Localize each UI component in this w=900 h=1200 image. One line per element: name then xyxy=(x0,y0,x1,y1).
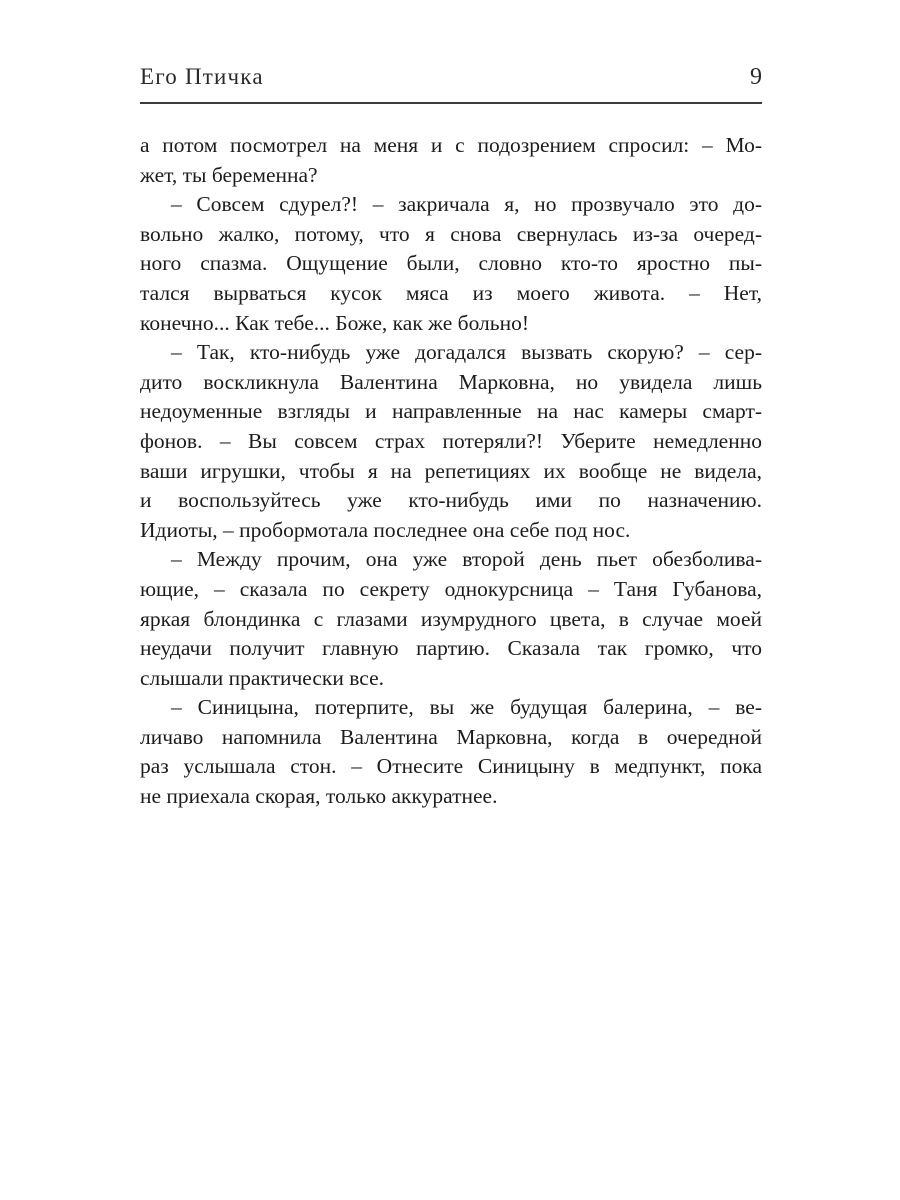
running-header xyxy=(140,0,762,91)
text-line: не приехала скорая, только аккуратнее. xyxy=(140,784,498,809)
text-line: недоуменные взгляды и направленные на нас камеры смарт- xyxy=(140,399,762,424)
text-line: неудачи получит главную партию. Сказала так громко, что xyxy=(140,636,762,661)
text-line: конечно... Как тебе... Боже, как же больно! xyxy=(140,310,529,335)
text-line: вольно жалко, потому, что я снова свернулась из-за очеред- xyxy=(140,221,762,246)
text-line: раз услышала стон. – Отнесите Синицыну в медпункт, пока xyxy=(140,754,762,779)
text-line: тался вырваться кусок мяса из моего живота. – Нет, xyxy=(140,280,762,305)
text-line: фонов. – Вы совсем страх потеряли?! Уберите немедленно xyxy=(140,428,762,453)
text-line: ющие, – сказала по секрету однокурсница – Таня Губанова, xyxy=(140,576,762,601)
text-line: слышали практически все. xyxy=(140,665,384,690)
text-line: личаво напомнила Валентина Марковна, когда в очередной xyxy=(140,724,762,749)
text-line: Идиоты, – пробормотала последнее она себе под нос. xyxy=(140,517,631,542)
running-header-title: Его Птичка xyxy=(140,64,264,89)
text-line: – Совсем сдурел?! – закричала я, но прозвучало это до- xyxy=(171,192,762,217)
text-line: а потом посмотрел на меня и с подозрением спросил: – Мо- xyxy=(140,133,762,157)
text-line: ного спазма. Ощущение были, словно кто-то яростно пы- xyxy=(140,251,762,276)
text-line: и воспользуйтесь уже кто-нибудь ими по назначению. xyxy=(140,488,762,513)
page-number: 9 xyxy=(750,64,762,90)
text-line: – Синицына, потерпите, вы же будущая балерина, – ве- xyxy=(171,695,762,720)
text-line: дито воскликнула Валентина Марковна, но увидела лишь xyxy=(140,369,762,394)
text-line: – Между прочим, она уже второй день пьет обезболива- xyxy=(171,547,762,572)
header-rule-divider xyxy=(140,102,762,104)
text-line: жет, ты беременна? xyxy=(140,162,318,187)
text-line: – Так, кто-нибудь уже догадался вызвать скорую? – сер- xyxy=(171,340,762,365)
body-text xyxy=(140,131,762,812)
text-line: ваши игрушки, чтобы я на репетициях их вообще не видела, xyxy=(140,458,762,483)
page-content-column xyxy=(140,0,762,812)
text-line: яркая блондинка с глазами изумрудного цвета, в случае моей xyxy=(140,606,762,631)
